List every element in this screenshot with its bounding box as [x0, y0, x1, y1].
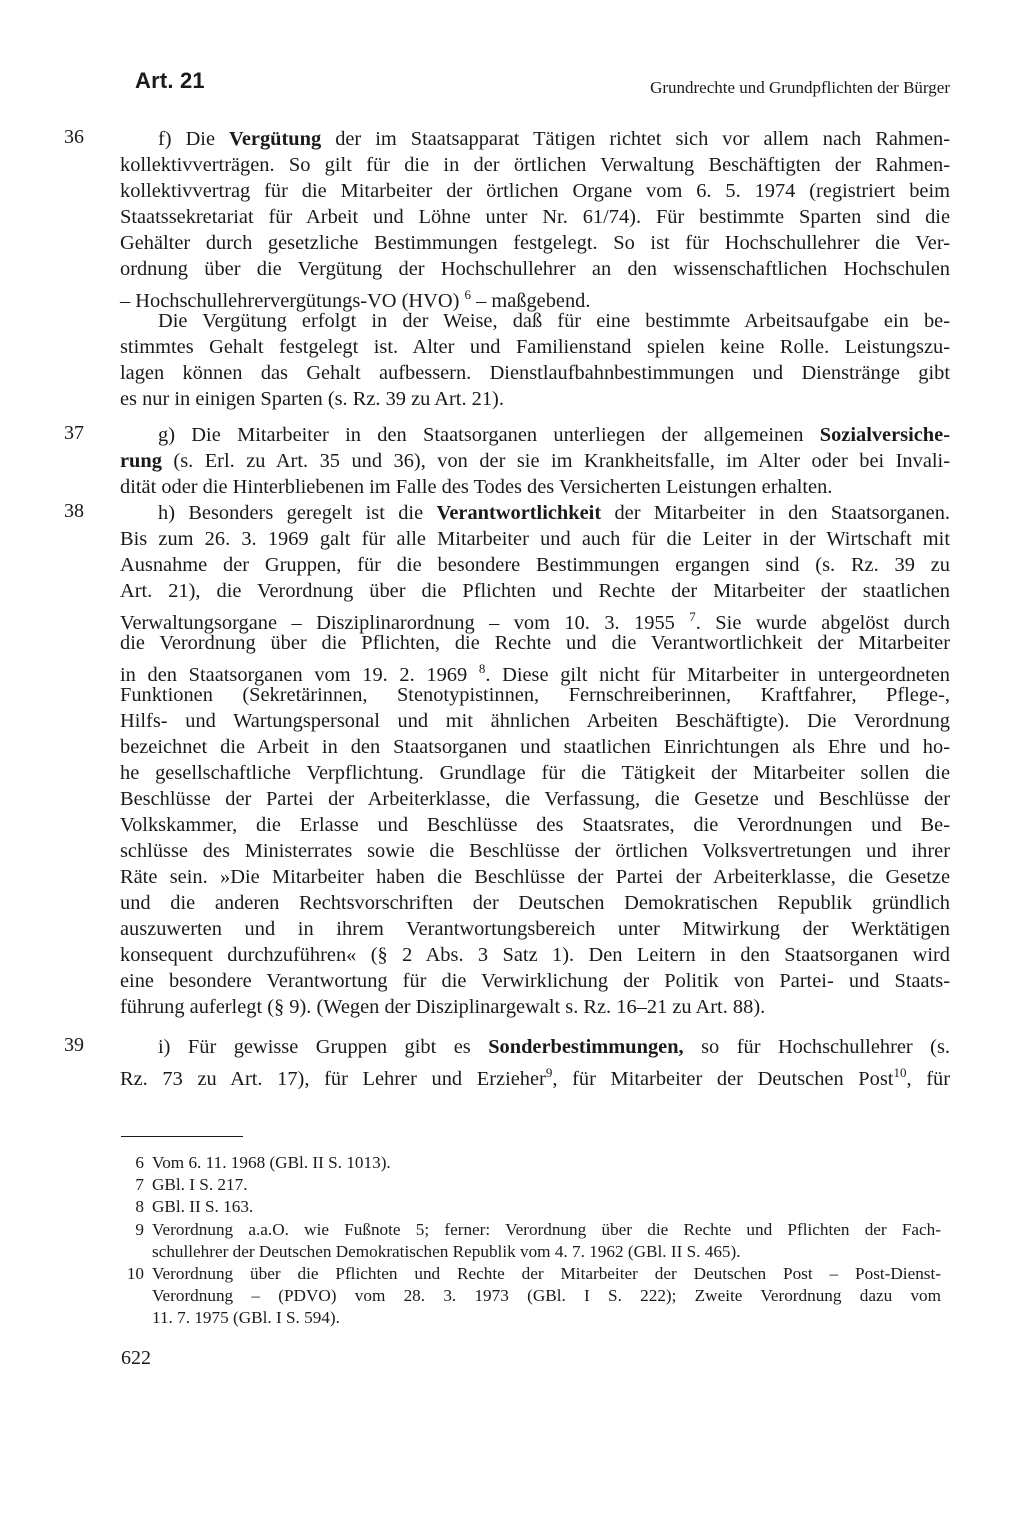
- footnote-ref: 6: [464, 287, 471, 302]
- text-line: kollektivvertrag für die Mitarbeiter der örtlichen Organe vom 6. 5. 1974 (registriert beim: [120, 180, 950, 202]
- text-line: kollektivverträgen. So gilt für die in der örtlichen Verwaltung Beschäftigten der Rahmen-: [120, 154, 950, 176]
- text-line: Die Vergütung erfolgt in der Weise, daß für eine bestimmte Arbeitsaufgabe ein be-: [158, 310, 950, 332]
- text-line: [120, 1034, 950, 1060]
- margin-number-39: 39: [64, 1034, 84, 1056]
- text-line: Volkskammer, die Erlasse und Beschlüsse des Staatsrates, die Verordnungen und Be-: [120, 814, 950, 836]
- article-label: Art. 21: [135, 68, 205, 93]
- text-line: Gehälter durch gesetzliche Bestimmungen festgelegt. So ist für Hochschullehrer die Ver-: [120, 232, 950, 254]
- text-run: – Hochschullehrervergütungs-VO (HVO): [120, 289, 465, 312]
- text-line: und die anderen Rechtsvorschriften der Deutschen Demokratischen Republik gründlich: [120, 892, 950, 914]
- footnote-ref: 7: [689, 609, 696, 624]
- footnote-ref: 8: [478, 661, 486, 676]
- footnote-number: 8: [135, 1197, 144, 1216]
- text-run: (s. Erl. zu Art. 35 und 36), von der sie im Krankheitsfalle, im Alter oder bei Invali-: [161, 450, 950, 472]
- text-line: he gesellschaftliche Verpflichtung. Grundlage für die Tätigkeit der Mitarbeiter sollen die: [120, 762, 950, 784]
- footnote-text: GBl. II S. 163.: [152, 1197, 254, 1216]
- footnote-number: 9: [135, 1220, 144, 1239]
- text-run: f) Die: [158, 128, 230, 150]
- text-run: . Sie wurde abgelöst durch: [695, 611, 950, 634]
- text-line: Staatssekretariat für Arbeit und Löhne unter Nr. 61/74). Für bestimmte Sparten sind die: [120, 206, 950, 228]
- footnote-text: Verordnung – (PDVO) vom 28. 3. 1973 (GBl. I S. 222); Zweite Verordnung dazu vom: [152, 1286, 941, 1305]
- text-run: , für Mitarbeiter der Deutschen Post: [552, 1067, 894, 1090]
- text-line: die Verordnung über die Pflichten, die Rechte und die Verantwortlichkeit der Mitarbeiter: [120, 632, 950, 654]
- margin-number-38: 38: [64, 500, 84, 522]
- text-line: Bis zum 26. 3. 1969 galt für alle Mitarbeiter und auch für die Leiter in der Wirtschaft mit: [120, 528, 950, 550]
- bold-term: Sonderbestimmungen,: [488, 1036, 684, 1058]
- text-line: [120, 604, 950, 634]
- bold-term: Sozialversiche-: [819, 424, 950, 446]
- text-run: g) Die Mitarbeiter in den Staatsorganen unterliegen der allgemeinen: [158, 424, 820, 446]
- footnote-text: GBl. I S. 217.: [152, 1175, 248, 1194]
- text-line: Hilfs- und Wartungspersonal und mit ähnlichen Arbeiten Beschäftigte). Die Verordnung: [120, 710, 950, 732]
- text-line: führung auferlegt (§ 9). (Wegen der Disziplinargewalt s. Rz. 16–21 zu Art. 88).: [120, 996, 766, 1018]
- bold-term: Verantwortlichkeit: [436, 502, 602, 524]
- footnote-text: Vom 6. 11. 1968 (GBl. II S. 1013).: [152, 1153, 391, 1172]
- text-line: Art. 21), die Verordnung über die Pflichten und Rechte der Mitarbeiter der staatlichen: [120, 580, 950, 602]
- text-line: stimmtes Gehalt festgelegt ist. Alter und Familienstand spielen keine Rolle. Leistungszu-: [120, 336, 950, 358]
- text-run: h) Besonders geregelt ist die: [158, 502, 437, 524]
- text-line: bezeichnet die Arbeit in den Staatsorganen und staatlichen Einrichtungen als Ehre und ho-: [120, 736, 950, 758]
- text-line: Funktionen (Sekretärinnen, Stenotypistinnen, Fernschreiberinnen, Kraftfahrer, Pflege-,: [120, 684, 950, 706]
- footnote-text: Verordnung a.a.O. wie Fußnote 5; ferner: Verordnung über die Rechte und Pflichten der Fach-: [152, 1220, 941, 1239]
- text-line: [120, 500, 950, 526]
- text-line: [120, 282, 950, 312]
- text-run: Verwaltungsorgane – Disziplinarordnung – vom 10. 3. 1955: [120, 611, 690, 634]
- text-line: Beschlüsse der Partei der Arbeiterklasse, die Verfassung, die Gesetze und Beschlüsse der: [120, 788, 950, 810]
- text-line: [120, 448, 950, 474]
- page-number: 622: [121, 1347, 151, 1369]
- footnote-number: 7: [135, 1175, 144, 1194]
- text-run: . Diese gilt nicht für Mitarbeiter in untergeordneten: [485, 663, 951, 686]
- text-line: es nur in einigen Sparten (s. Rz. 39 zu Art. 21).: [120, 388, 504, 410]
- footnote-text: 11. 7. 1975 (GBl. I S. 594).: [152, 1308, 340, 1327]
- text-line: ordnung über die Vergütung der Hochschullehrer an den wissenschaftlichen Hochschulen: [120, 258, 950, 280]
- text-run: Rz. 73 zu Art. 17), für Lehrer und Erzieher: [120, 1067, 546, 1090]
- text-line: Räte sein. »Die Mitarbeiter haben die Beschlüsse der Partei der Arbeiterklasse, die Gesetze: [120, 866, 950, 888]
- text-line: [120, 1060, 950, 1090]
- text-run: in den Staatsorganen vom 19. 2. 1969: [120, 663, 479, 686]
- text-run: so für Hochschullehrer (s.: [683, 1036, 950, 1058]
- footnote-text: Verordnung über die Pflichten und Rechte der Mitarbeiter der Deutschen Post – Post-Dienst-: [152, 1264, 941, 1283]
- text-line: [120, 656, 951, 686]
- footnote-text: schullehrer der Deutschen Demokratischen Republik vom 4. 7. 1962 (GBl. II S. 465).: [152, 1242, 741, 1261]
- text-run: – maßgebend.: [470, 289, 591, 312]
- text-line: konsequent durchzuführen« (§ 2 Abs. 3 Satz 1). Den Leitern in den Staatsorganen wird: [120, 944, 950, 966]
- text-line: dität oder die Hinterbliebenen im Falle des Todes des Versicherten Leistungen erhalten.: [120, 476, 833, 498]
- footnote-ref: 9: [545, 1065, 553, 1080]
- text-run: , für: [906, 1067, 950, 1090]
- bold-term: rung: [120, 450, 162, 472]
- running-title: Grundrechte und Grundpflichten der Bürger: [650, 78, 950, 97]
- margin-number-36: 36: [64, 126, 84, 148]
- text-run: i) Für gewisse Gruppen gibt es: [158, 1036, 489, 1058]
- footnote-separator: [121, 1136, 243, 1137]
- text-line: [120, 422, 950, 448]
- bold-term: Vergütung: [229, 128, 322, 150]
- footnote-ref: 10: [893, 1065, 907, 1080]
- text-line: lagen können das Gehalt aufbessern. Dienstlaufbahnbestimmungen und Dienstränge gibt: [120, 362, 950, 384]
- text-line: [120, 126, 950, 152]
- text-line: eine besondere Verantwortung für die Verwirklichung der Politik von Partei- und Staats-: [120, 970, 950, 992]
- text-line: Ausnahme der Gruppen, für die besondere Bestimmungen ergangen sind (s. Rz. 39 zu: [120, 554, 950, 576]
- text-run: der Mitarbeiter in den Staatsorganen.: [601, 502, 950, 524]
- text-line: auszuwerten und in ihrem Verantwortungsbereich unter Mitwirkung der Werktätigen: [120, 918, 950, 940]
- text-run: der im Staatsapparat Tätigen richtet sich vor allem nach Rahmen-: [321, 128, 950, 150]
- margin-number-37: 37: [64, 422, 84, 444]
- footnote-number: 10: [126, 1264, 144, 1283]
- text-line: schlüsse des Ministerrates sowie die Beschlüsse der örtlichen Volksvertretungen und ihrer: [120, 840, 950, 862]
- footnote-number: 6: [135, 1153, 144, 1172]
